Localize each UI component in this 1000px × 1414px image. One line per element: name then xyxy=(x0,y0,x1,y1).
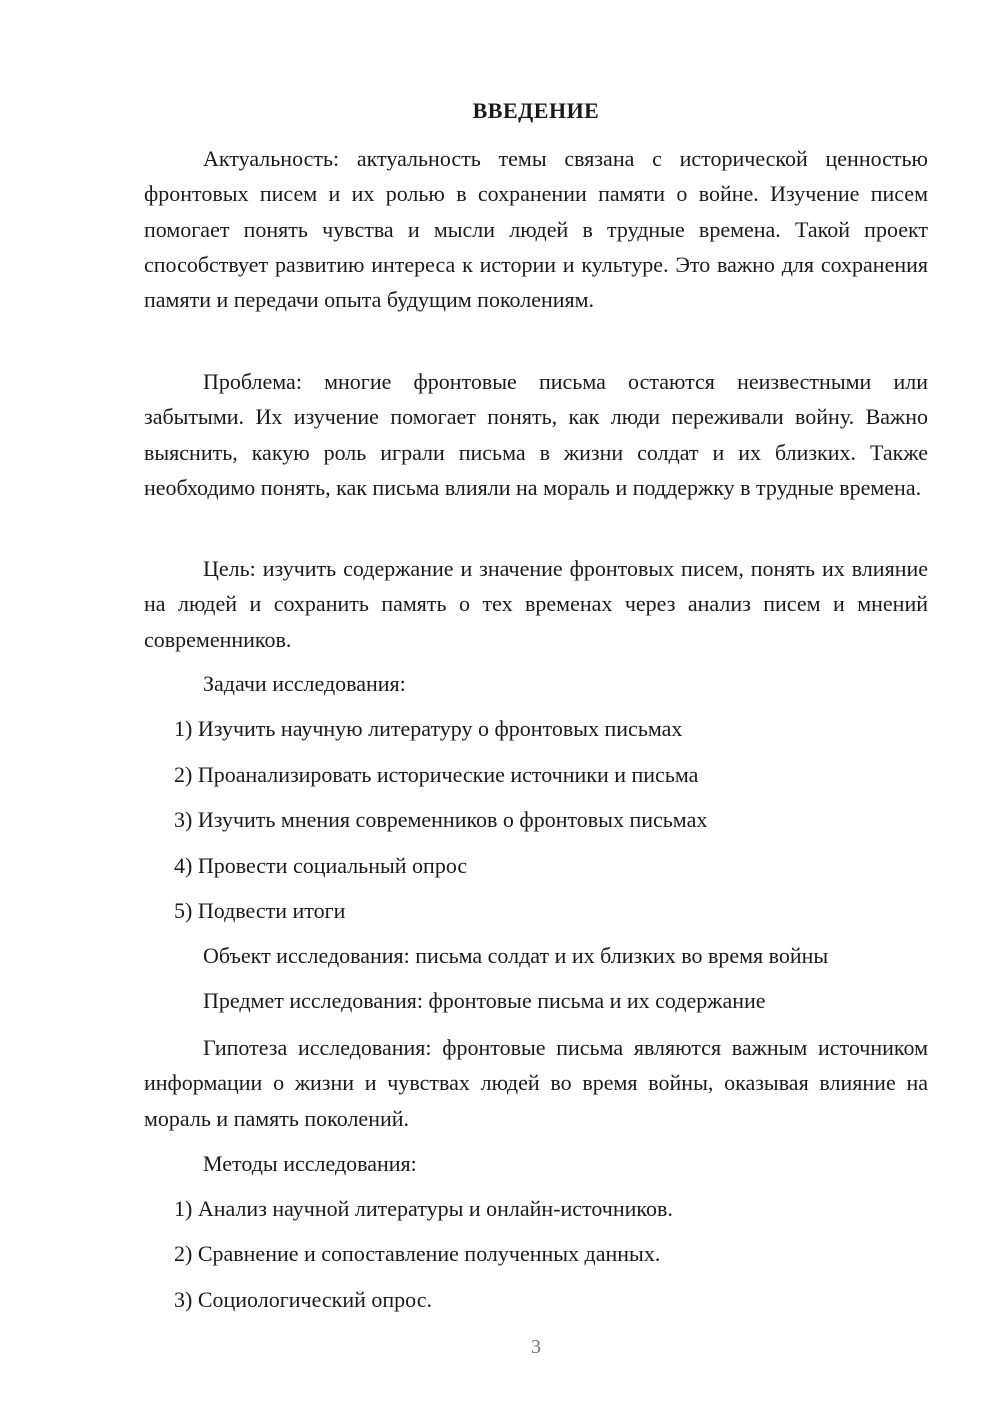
research-subject: Предмет исследования: фронтовые письма и их содержание xyxy=(203,988,766,1013)
page-title: ВВЕДЕНИЕ xyxy=(472,98,600,123)
method-item-2: 2) Сравнение и сопоставление полученных данных. xyxy=(174,1241,661,1266)
method-item-3: 3) Социологический опрос. xyxy=(174,1287,432,1312)
method-item-1: 1) Анализ научной литературы и онлайн-источников. xyxy=(174,1196,673,1221)
tasks-heading: Задачи исследования: xyxy=(203,671,406,696)
task-item-1: 1) Изучить научную литературу о фронтовых письмах xyxy=(174,716,683,741)
page-number: 3 xyxy=(531,1336,541,1358)
research-object: Объект исследования: письма солдат и их близких во время войны xyxy=(203,943,829,968)
task-item-2: 2) Проанализировать исторические источники и письма xyxy=(174,762,699,787)
hypothesis-paragraph: Гипотеза исследования: фронтовые письма являются важным источником информации о жизни и чувствах людей во время войны, оказывая влияние на мораль и память поколений. xyxy=(144,1035,928,1131)
task-item-5: 5) Подвести итоги xyxy=(174,898,346,923)
problem-paragraph: Проблема: многие фронтовые письма остаются неизвестными или забытыми. Их изучение помогает понять, как люди переживали войну. Важно выяснить, какую роль играли письма в жизни солдат и их близких. Также необходимо понять, как письма влияли на мораль и поддержку в трудные времена. xyxy=(144,369,928,500)
methods-heading: Методы исследования: xyxy=(203,1151,417,1176)
task-item-4: 4) Провести социальный опрос xyxy=(174,853,468,878)
goal-paragraph: Цель: изучить содержание и значение фронтовых писем, понять их влияние на людей и сохранить память о тех временах через анализ писем и мнений современников. xyxy=(144,556,928,652)
relevance-paragraph: Актуальность: актуальность темы связана с исторической ценностью фронтовых писем и их ролью в сохранении памяти о войне. Изучение писем помогает понять чувства и мысли людей в трудные времена. Такой проект способствует развитию интереса к истории и культуре. Это важно для сохранения памяти и передачи опыта будущим поколениям. xyxy=(144,146,928,313)
task-item-3: 3) Изучить мнения современников о фронтовых письмах xyxy=(174,807,708,832)
